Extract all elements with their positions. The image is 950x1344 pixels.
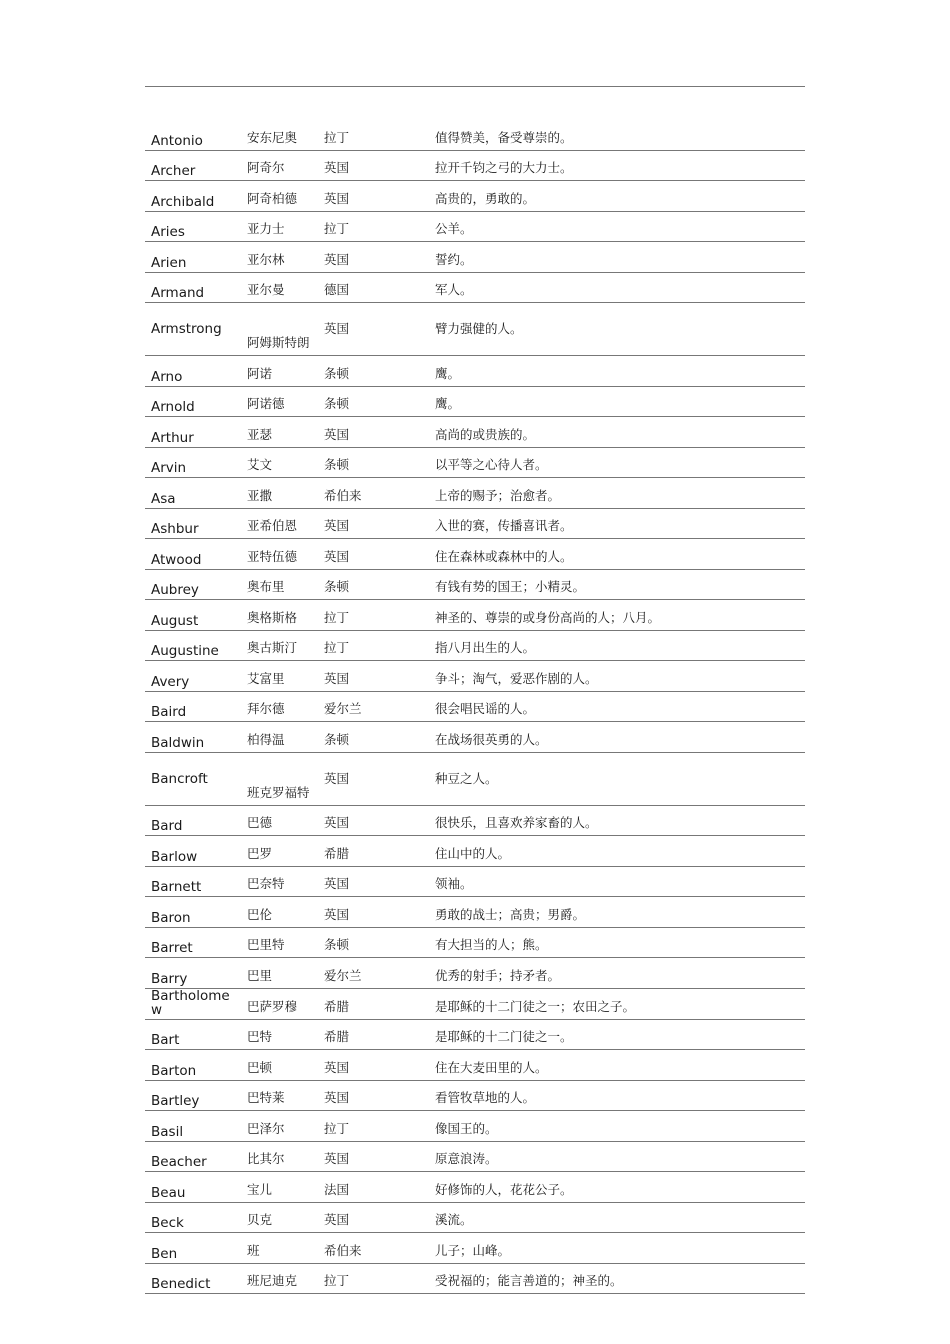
origin-cell: 条顿 xyxy=(318,722,431,753)
origin-cell: 英国 xyxy=(318,897,431,928)
table-row xyxy=(145,1111,805,1142)
origin-cell: 拉丁 xyxy=(318,1111,431,1142)
origin-cell: 英国 xyxy=(318,1050,431,1081)
english-name-cell: Beacher xyxy=(145,1141,240,1172)
meaning-cell: 好修饰的人，花花公子。 xyxy=(431,1172,805,1203)
table-row xyxy=(145,1202,805,1233)
table-row xyxy=(145,1233,805,1264)
table-row xyxy=(145,508,805,539)
chinese-name-cell: 阿诺德 xyxy=(240,386,318,417)
origin-cell: 英国 xyxy=(318,866,431,897)
english-name-cell: Bartley xyxy=(145,1080,240,1111)
english-name-cell: Bancroft xyxy=(145,752,240,805)
chinese-name-cell: 拜尔德 xyxy=(240,691,318,722)
origin-cell: 拉丁 xyxy=(318,120,431,150)
table-row xyxy=(145,1080,805,1111)
chinese-name-cell: 艾富里 xyxy=(240,661,318,692)
english-name-cell: Arnold xyxy=(145,386,240,417)
table-row xyxy=(145,181,805,212)
chinese-name-cell: 阿奇柏德 xyxy=(240,181,318,212)
chinese-name-cell: 奥布里 xyxy=(240,569,318,600)
meaning-cell: 种豆之人。 xyxy=(431,752,805,805)
table-row xyxy=(145,630,805,661)
chinese-name-cell: 巴特莱 xyxy=(240,1080,318,1111)
origin-cell: 爱尔兰 xyxy=(318,958,431,989)
table-row xyxy=(145,752,805,805)
english-name-cell: Ben xyxy=(145,1233,240,1264)
origin-cell: 英国 xyxy=(318,242,431,273)
chinese-name-cell: 巴萨罗穆 xyxy=(240,988,318,1019)
table-row xyxy=(145,722,805,753)
table-row xyxy=(145,600,805,631)
chinese-name-cell: 亚特伍德 xyxy=(240,539,318,570)
origin-cell: 英国 xyxy=(318,805,431,836)
table-row xyxy=(145,478,805,509)
meaning-cell: 军人。 xyxy=(431,272,805,303)
meaning-cell: 勇敢的战士；高贵；男爵。 xyxy=(431,897,805,928)
meaning-cell: 以平等之心待人者。 xyxy=(431,447,805,478)
table-row xyxy=(145,988,805,1019)
table-row xyxy=(145,866,805,897)
chinese-name-cell: 亚尔曼 xyxy=(240,272,318,303)
chinese-name-cell: 巴德 xyxy=(240,805,318,836)
chinese-name-cell: 亚力士 xyxy=(240,211,318,242)
table-row xyxy=(145,417,805,448)
meaning-cell: 拉开千钧之弓的大力士。 xyxy=(431,150,805,181)
english-name-cell: August xyxy=(145,600,240,631)
english-name-cell: Basil xyxy=(145,1111,240,1142)
english-name-cell: Atwood xyxy=(145,539,240,570)
english-name-cell: Arvin xyxy=(145,447,240,478)
chinese-name-cell: 班 xyxy=(240,1233,318,1264)
origin-cell: 英国 xyxy=(318,1141,431,1172)
origin-cell: 英国 xyxy=(318,661,431,692)
origin-cell: 英国 xyxy=(318,539,431,570)
chinese-name-cell: 巴罗 xyxy=(240,836,318,867)
meaning-cell: 誓约。 xyxy=(431,242,805,273)
chinese-name-cell: 艾文 xyxy=(240,447,318,478)
origin-cell: 德国 xyxy=(318,272,431,303)
chinese-name-cell: 宝儿 xyxy=(240,1172,318,1203)
english-name-cell: Barret xyxy=(145,927,240,958)
origin-cell: 英国 xyxy=(318,1080,431,1111)
origin-cell: 英国 xyxy=(318,1202,431,1233)
meaning-cell: 鹰。 xyxy=(431,386,805,417)
english-name-cell: Antonio xyxy=(145,120,240,150)
table-row xyxy=(145,272,805,303)
english-name-cell: Barnett xyxy=(145,866,240,897)
origin-cell: 法国 xyxy=(318,1172,431,1203)
meaning-cell: 是耶稣的十二门徒之一；农田之子。 xyxy=(431,988,805,1019)
chinese-name-cell: 柏得温 xyxy=(240,722,318,753)
origin-cell: 条顿 xyxy=(318,356,431,387)
table-row xyxy=(145,661,805,692)
origin-cell: 条顿 xyxy=(318,927,431,958)
chinese-name-cell: 阿诺 xyxy=(240,356,318,387)
table-row xyxy=(145,447,805,478)
chinese-name-cell: 巴伦 xyxy=(240,897,318,928)
english-name-cell: Baron xyxy=(145,897,240,928)
meaning-cell: 争斗；淘气，爱恶作剧的人。 xyxy=(431,661,805,692)
table-body xyxy=(145,120,805,1294)
english-name-cell: Asa xyxy=(145,478,240,509)
english-name-cell: Bard xyxy=(145,805,240,836)
english-name-cell: Aubrey xyxy=(145,569,240,600)
origin-cell: 条顿 xyxy=(318,447,431,478)
origin-cell: 条顿 xyxy=(318,569,431,600)
chinese-name-cell: 贝克 xyxy=(240,1202,318,1233)
meaning-cell: 指八月出生的人。 xyxy=(431,630,805,661)
meaning-cell: 高贵的，勇敢的。 xyxy=(431,181,805,212)
english-name-cell: Arthur xyxy=(145,417,240,448)
meaning-cell: 上帝的赐予；治愈者。 xyxy=(431,478,805,509)
origin-cell: 拉丁 xyxy=(318,211,431,242)
meaning-cell: 住在森林或森林中的人。 xyxy=(431,539,805,570)
origin-cell: 英国 xyxy=(318,417,431,448)
meaning-cell: 溪流。 xyxy=(431,1202,805,1233)
table-row xyxy=(145,691,805,722)
chinese-name-cell: 巴里 xyxy=(240,958,318,989)
english-name-cell: Armstrong xyxy=(145,303,240,356)
table-row xyxy=(145,303,805,356)
chinese-name-cell: 巴奈特 xyxy=(240,866,318,897)
table-row xyxy=(145,242,805,273)
meaning-cell: 是耶稣的十二门徒之一。 xyxy=(431,1019,805,1050)
meaning-cell: 值得赞美，备受尊崇的。 xyxy=(431,120,805,150)
meaning-cell: 在战场很英勇的人。 xyxy=(431,722,805,753)
english-name-cell: Beck xyxy=(145,1202,240,1233)
meaning-cell: 受祝福的；能言善道的；神圣的。 xyxy=(431,1263,805,1294)
table-row xyxy=(145,569,805,600)
meaning-cell: 优秀的射手；持矛者。 xyxy=(431,958,805,989)
english-name-cell: Barlow xyxy=(145,836,240,867)
chinese-name-cell: 巴顿 xyxy=(240,1050,318,1081)
english-name-cell: Barton xyxy=(145,1050,240,1081)
meaning-cell: 有大担当的人；熊。 xyxy=(431,927,805,958)
table-row xyxy=(145,897,805,928)
english-name-cell: Avery xyxy=(145,661,240,692)
table-row xyxy=(145,1141,805,1172)
meaning-cell: 看管牧草地的人。 xyxy=(431,1080,805,1111)
table-row xyxy=(145,1263,805,1294)
table-row xyxy=(145,1172,805,1203)
chinese-name-cell: 安东尼奥 xyxy=(240,120,318,150)
chinese-name-cell: 班克罗福特 xyxy=(240,752,318,805)
chinese-name-cell: 亚尔林 xyxy=(240,242,318,273)
english-name-cell: Bart xyxy=(145,1019,240,1050)
origin-cell: 希伯来 xyxy=(318,1233,431,1264)
origin-cell: 条顿 xyxy=(318,386,431,417)
chinese-name-cell: 班尼迪克 xyxy=(240,1263,318,1294)
origin-cell: 希伯来 xyxy=(318,478,431,509)
table-row xyxy=(145,211,805,242)
english-name-cell: Ashbur xyxy=(145,508,240,539)
table-row xyxy=(145,958,805,989)
meaning-cell: 很快乐，且喜欢养家畜的人。 xyxy=(431,805,805,836)
english-name-cell: Armand xyxy=(145,272,240,303)
chinese-name-cell: 阿奇尔 xyxy=(240,150,318,181)
meaning-cell: 住山中的人。 xyxy=(431,836,805,867)
english-name-cell: Archer xyxy=(145,150,240,181)
origin-cell: 希腊 xyxy=(318,1019,431,1050)
table-row xyxy=(145,539,805,570)
origin-cell: 英国 xyxy=(318,508,431,539)
meaning-cell: 高尚的或贵族的。 xyxy=(431,417,805,448)
meaning-cell: 儿子；山峰。 xyxy=(431,1233,805,1264)
chinese-name-cell: 奥古斯汀 xyxy=(240,630,318,661)
english-name-cell: Aries xyxy=(145,211,240,242)
english-name-cell: Arno xyxy=(145,356,240,387)
chinese-name-cell: 巴泽尔 xyxy=(240,1111,318,1142)
origin-cell: 英国 xyxy=(318,303,431,356)
chinese-name-cell: 巴特 xyxy=(240,1019,318,1050)
origin-cell: 英国 xyxy=(318,181,431,212)
table-row xyxy=(145,386,805,417)
meaning-cell: 公羊。 xyxy=(431,211,805,242)
table-row xyxy=(145,1019,805,1050)
chinese-name-cell: 亚瑟 xyxy=(240,417,318,448)
meaning-cell: 原意浪涛。 xyxy=(431,1141,805,1172)
header-rule xyxy=(145,86,805,87)
chinese-name-cell: 比其尔 xyxy=(240,1141,318,1172)
meaning-cell: 领袖。 xyxy=(431,866,805,897)
chinese-name-cell: 奥格斯格 xyxy=(240,600,318,631)
origin-cell: 希腊 xyxy=(318,988,431,1019)
meaning-cell: 像国王的。 xyxy=(431,1111,805,1142)
meaning-cell: 有钱有势的国王；小精灵。 xyxy=(431,569,805,600)
table-row xyxy=(145,150,805,181)
table-row xyxy=(145,1050,805,1081)
english-name-cell: Bartholomew xyxy=(145,988,240,1019)
table-row xyxy=(145,927,805,958)
origin-cell: 英国 xyxy=(318,150,431,181)
meaning-cell: 神圣的、尊崇的或身份高尚的人；八月。 xyxy=(431,600,805,631)
origin-cell: 拉丁 xyxy=(318,600,431,631)
english-name-cell: Barry xyxy=(145,958,240,989)
english-name-cell: Baldwin xyxy=(145,722,240,753)
meaning-cell: 鹰。 xyxy=(431,356,805,387)
chinese-name-cell: 亚撒 xyxy=(240,478,318,509)
origin-cell: 爱尔兰 xyxy=(318,691,431,722)
meaning-cell: 很会唱民谣的人。 xyxy=(431,691,805,722)
chinese-name-cell: 巴里特 xyxy=(240,927,318,958)
meaning-cell: 入世的赛，传播喜讯者。 xyxy=(431,508,805,539)
origin-cell: 希腊 xyxy=(318,836,431,867)
origin-cell: 英国 xyxy=(318,752,431,805)
table-row xyxy=(145,836,805,867)
chinese-name-cell: 阿姆斯特朗 xyxy=(240,303,318,356)
english-name-cell: Arien xyxy=(145,242,240,273)
table-row xyxy=(145,120,805,150)
english-name-cell: Beau xyxy=(145,1172,240,1203)
meaning-cell: 臂力强健的人。 xyxy=(431,303,805,356)
english-name-cell: Baird xyxy=(145,691,240,722)
chinese-name-cell: 亚希伯恩 xyxy=(240,508,318,539)
table-row xyxy=(145,805,805,836)
origin-cell: 拉丁 xyxy=(318,630,431,661)
english-name-cell: Archibald xyxy=(145,181,240,212)
origin-cell: 拉丁 xyxy=(318,1263,431,1294)
english-name-cell: Augustine xyxy=(145,630,240,661)
name-table xyxy=(145,120,805,1294)
english-name-cell: Benedict xyxy=(145,1263,240,1294)
meaning-cell: 住在大麦田里的人。 xyxy=(431,1050,805,1081)
table-row xyxy=(145,356,805,387)
